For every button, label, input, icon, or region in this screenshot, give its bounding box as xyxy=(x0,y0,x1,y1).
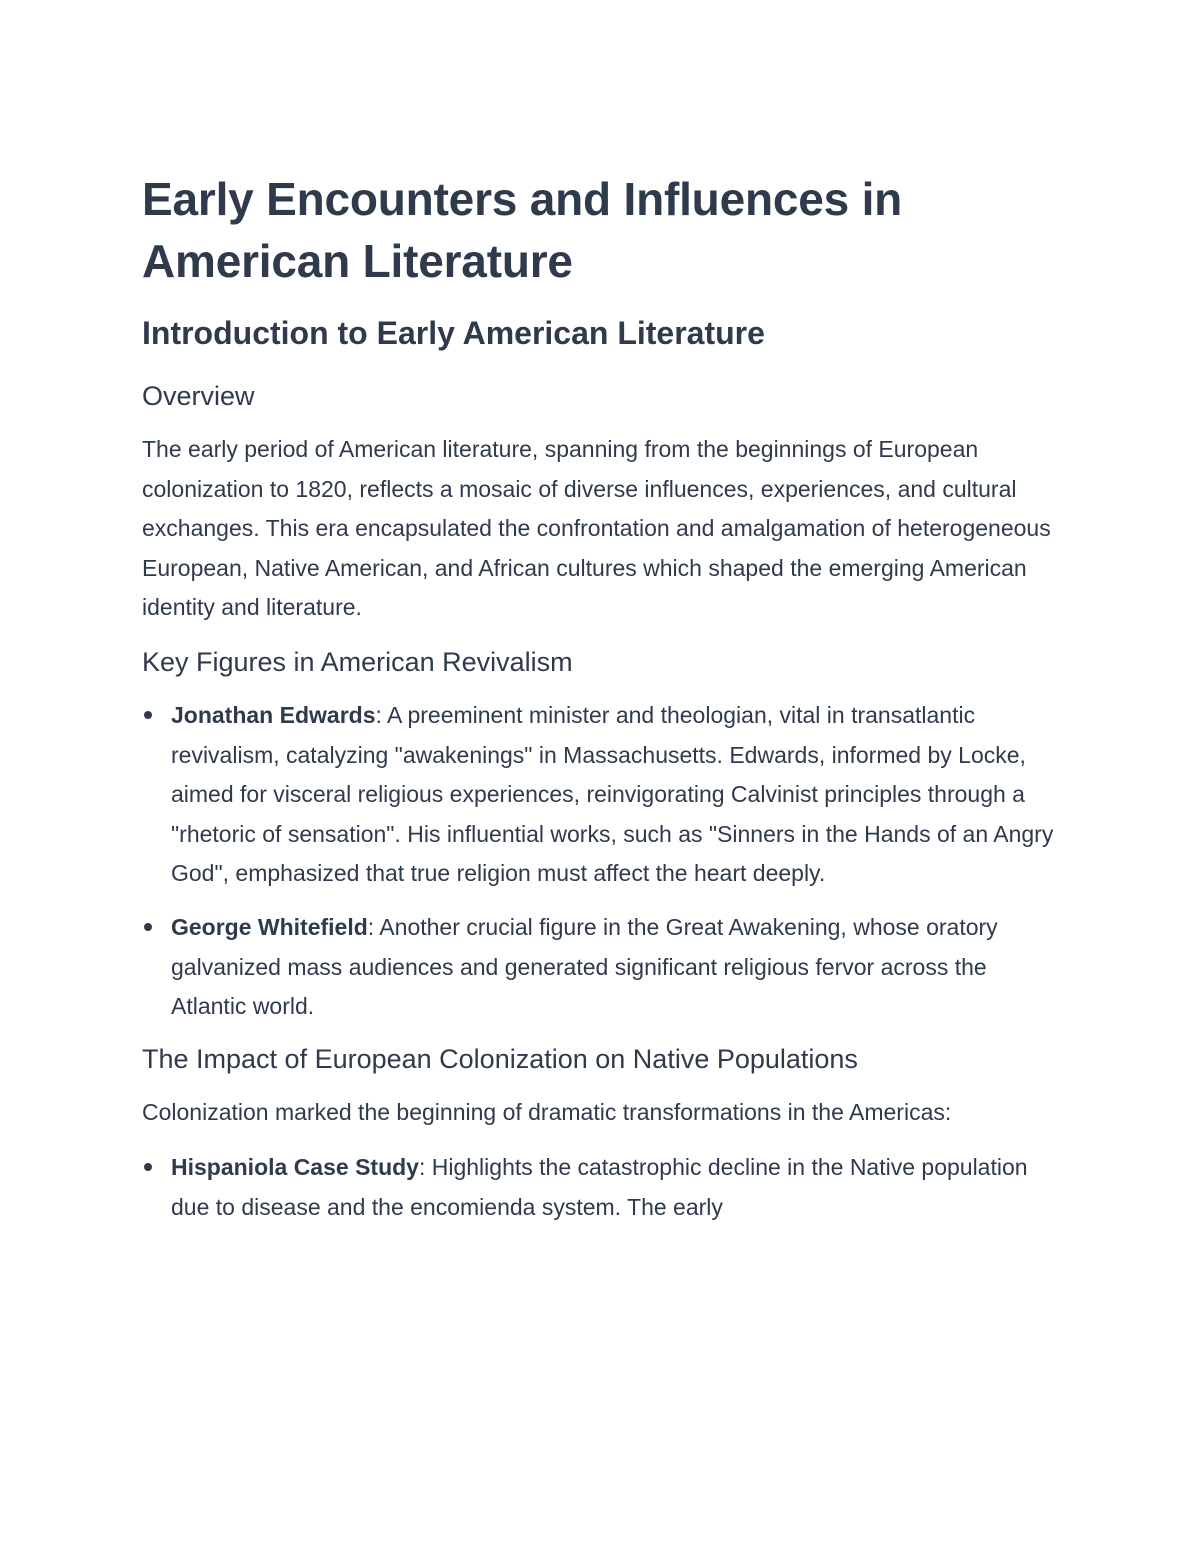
revivalism-heading: Key Figures in American Revivalism xyxy=(142,646,573,677)
list-item-term: George Whitefield xyxy=(171,913,368,940)
list-item-text: : Another crucial figure in the Great Awakening, whose oratory galvanized mass audiences and generated significant religious fervor across the Atlantic world. xyxy=(171,913,998,1020)
list-item xyxy=(142,696,1062,894)
bullet-icon xyxy=(144,711,152,719)
list-item xyxy=(142,1148,1062,1227)
colonization-heading: The Impact of European Colonization on Native Populations xyxy=(142,1043,858,1074)
list-item xyxy=(142,908,1062,1027)
list-item-term: Hispaniola Case Study xyxy=(171,1154,419,1181)
overview-heading: Overview xyxy=(142,381,255,411)
section-title: Introduction to Early American Literature xyxy=(142,315,765,351)
list-item-text: : A preeminent minister and theologian, vital in transatlantic revivalism, catalyzing "awakenings" in Massachusetts. Edwards, informed by Locke, aimed for visceral religious experiences, reinvigorating Calvinist principles through a "rhetoric of sensation". His influential works, such as "Sinners in the Hands of an Angry God", emphasized that true religion must affect the heart deeply. xyxy=(171,701,1054,887)
revivalism-list xyxy=(142,696,1062,1027)
colonization-list xyxy=(142,1148,1062,1227)
document-title: Early Encounters and Influences in American Literature xyxy=(142,173,903,287)
bullet-icon xyxy=(144,1163,152,1171)
overview-paragraph: The early period of American literature, spanning from the beginnings of European colonization to 1820, reflects a mosaic of diverse influences, experiences, and cultural exchanges. This era encapsulated the confrontation and amalgamation of heterogeneous European, Native American, and African cultures which shaped the emerging American identity and literature. xyxy=(142,436,1051,621)
list-item-text: : Highlights the catastrophic decline in the Native population due to disease and the encomienda system. The early xyxy=(171,1154,1028,1220)
list-item-term: Jonathan Edwards xyxy=(171,701,376,728)
colonization-intro: Colonization marked the beginning of dramatic transformations in the Americas: xyxy=(142,1098,952,1125)
bullet-icon xyxy=(144,923,152,931)
document-page xyxy=(142,168,1062,1242)
